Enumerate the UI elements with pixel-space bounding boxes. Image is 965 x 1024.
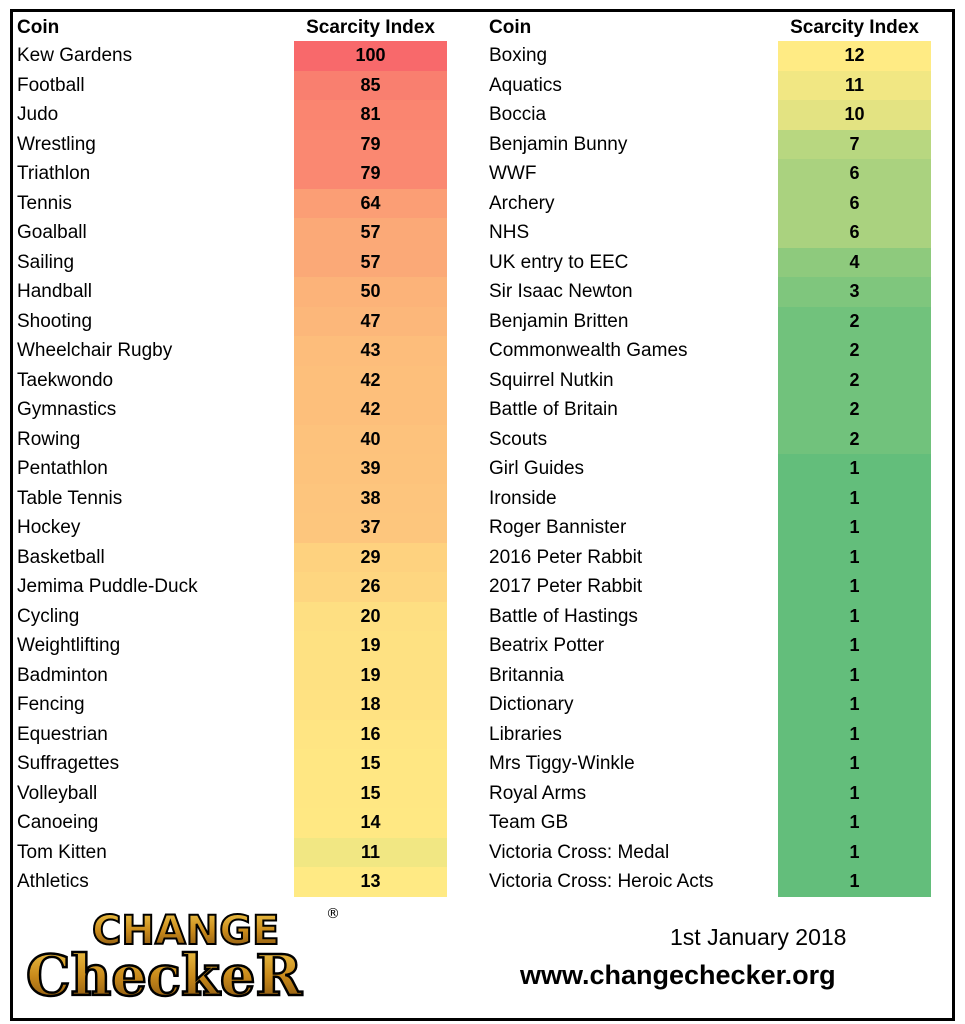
coin-name: Scouts bbox=[489, 428, 548, 450]
scarcity-value: 26 bbox=[294, 572, 447, 602]
left-table-row bbox=[17, 720, 477, 750]
coin-name: Victoria Cross: Heroic Acts bbox=[489, 871, 714, 892]
scarcity-value: 2 bbox=[778, 307, 931, 337]
scarcity-value: 14 bbox=[294, 808, 447, 838]
right-table-row bbox=[489, 336, 949, 366]
coin-name: Basketball bbox=[17, 546, 105, 568]
right-table-row bbox=[489, 248, 949, 278]
left-table-row bbox=[17, 484, 477, 514]
coin-name: Aquatics bbox=[489, 74, 562, 96]
right-table-row bbox=[489, 543, 949, 573]
left-table-row bbox=[17, 749, 477, 779]
coin-name: Archery bbox=[489, 192, 555, 214]
scarcity-value: 2 bbox=[778, 366, 931, 396]
right-table-row bbox=[489, 71, 949, 101]
scarcity-value: 57 bbox=[294, 248, 447, 278]
right-table-row bbox=[489, 395, 949, 425]
scarcity-value: 85 bbox=[294, 71, 447, 101]
coin-name: Dictionary bbox=[489, 694, 574, 715]
left-table-row bbox=[17, 100, 477, 130]
right-table-row bbox=[489, 779, 949, 809]
coin-name: Volleyball bbox=[17, 782, 98, 804]
scarcity-value: 1 bbox=[778, 484, 931, 514]
logo-text-change: CHANGE bbox=[92, 908, 280, 954]
coin-name: NHS bbox=[489, 222, 530, 243]
coin-name: Cycling bbox=[17, 605, 80, 627]
coin-name: Jemima Puddle-Duck bbox=[17, 576, 198, 597]
scarcity-value: 39 bbox=[294, 454, 447, 484]
right-rows bbox=[489, 41, 949, 897]
scarcity-value: 37 bbox=[294, 513, 447, 543]
scarcity-value: 19 bbox=[294, 661, 447, 691]
right-table-row bbox=[489, 690, 949, 720]
left-table-row bbox=[17, 690, 477, 720]
scarcity-value: 11 bbox=[294, 838, 447, 868]
coin-name: Canoeing bbox=[17, 812, 99, 833]
scarcity-value: 12 bbox=[778, 41, 931, 71]
left-rows bbox=[17, 41, 477, 897]
left-table-row bbox=[17, 838, 477, 868]
scarcity-value: 79 bbox=[294, 130, 447, 160]
left-table-row bbox=[17, 218, 477, 248]
scarcity-value: 40 bbox=[294, 425, 447, 455]
coin-name: Equestrian bbox=[17, 723, 108, 745]
coin-name: Victoria Cross: Medal bbox=[489, 841, 670, 863]
right-header bbox=[489, 12, 949, 41]
right-table-row bbox=[489, 366, 949, 396]
scarcity-value: 1 bbox=[778, 867, 931, 897]
scarcity-value: 10 bbox=[778, 100, 931, 130]
left-coin-header: Coin bbox=[17, 17, 60, 38]
coin-name: Commonwealth Games bbox=[489, 340, 688, 361]
coin-name: Badminton bbox=[17, 664, 108, 686]
coin-name: Judo bbox=[17, 104, 59, 125]
coin-name: Squirrel Nutkin bbox=[489, 369, 614, 391]
coin-name: Royal Arms bbox=[489, 782, 587, 804]
coin-name: Sailing bbox=[17, 251, 75, 273]
right-table-row bbox=[489, 454, 949, 484]
left-table-row bbox=[17, 71, 477, 101]
coin-name: Britannia bbox=[489, 664, 564, 686]
coin-name: Girl Guides bbox=[489, 458, 585, 479]
scarcity-value: 100 bbox=[294, 41, 447, 71]
scarcity-value: 7 bbox=[778, 130, 931, 160]
left-table-row bbox=[17, 336, 477, 366]
right-table-row bbox=[489, 572, 949, 602]
scarcity-value: 16 bbox=[294, 720, 447, 750]
coin-name: Battle of Britain bbox=[489, 399, 618, 420]
coin-name: WWF bbox=[489, 163, 537, 184]
logo-svg bbox=[22, 900, 352, 1000]
right-table-row bbox=[489, 513, 949, 543]
scarcity-value: 38 bbox=[294, 484, 447, 514]
right-table-row bbox=[489, 130, 949, 160]
coin-name: Ironside bbox=[489, 487, 557, 509]
left-table-row bbox=[17, 602, 477, 632]
logo-text-checker: CheckeR bbox=[26, 943, 302, 1000]
scarcity-value: 79 bbox=[294, 159, 447, 189]
scarcity-value: 20 bbox=[294, 602, 447, 632]
right-table-row bbox=[489, 100, 949, 130]
coin-name: Hockey bbox=[17, 517, 81, 538]
right-table-row bbox=[489, 720, 949, 750]
registered-mark: ® bbox=[326, 906, 340, 922]
left-table-row bbox=[17, 130, 477, 160]
scarcity-value: 11 bbox=[778, 71, 931, 101]
scarcity-value: 6 bbox=[778, 218, 931, 248]
right-table-row bbox=[489, 838, 949, 868]
left-column bbox=[17, 12, 477, 897]
scarcity-value: 15 bbox=[294, 779, 447, 809]
scarcity-value: 29 bbox=[294, 543, 447, 573]
coin-name: Benjamin Bunny bbox=[489, 133, 628, 155]
right-table-row bbox=[489, 631, 949, 661]
left-table-row bbox=[17, 366, 477, 396]
coin-name: Triathlon bbox=[17, 163, 91, 184]
scarcity-value: 19 bbox=[294, 631, 447, 661]
right-table-row bbox=[489, 159, 949, 189]
scarcity-value: 2 bbox=[778, 336, 931, 366]
left-table-row bbox=[17, 454, 477, 484]
right-table-row bbox=[489, 307, 949, 337]
coin-name: Roger Bannister bbox=[489, 517, 627, 538]
left-table-row bbox=[17, 307, 477, 337]
coin-name: Shooting bbox=[17, 310, 93, 332]
scarcity-value: 47 bbox=[294, 307, 447, 337]
right-column bbox=[489, 12, 949, 897]
coin-name: Tom Kitten bbox=[17, 841, 107, 863]
right-table-row bbox=[489, 277, 949, 307]
coin-name: Pentathlon bbox=[17, 458, 108, 479]
scarcity-value: 4 bbox=[778, 248, 931, 278]
right-scarcity-header: Scarcity Index bbox=[790, 17, 919, 38]
coin-name: Goalball bbox=[17, 222, 87, 243]
left-table-row bbox=[17, 867, 477, 897]
scarcity-value: 1 bbox=[778, 749, 931, 779]
scarcity-value: 1 bbox=[778, 543, 931, 573]
right-table-row bbox=[489, 484, 949, 514]
right-coin-header: Coin bbox=[489, 17, 532, 38]
scarcity-value: 3 bbox=[778, 277, 931, 307]
scarcity-value: 6 bbox=[778, 159, 931, 189]
coin-name: Team GB bbox=[489, 812, 569, 833]
scarcity-value: 15 bbox=[294, 749, 447, 779]
coin-name: Wrestling bbox=[17, 133, 96, 155]
coin-name: Suffragettes bbox=[17, 753, 120, 774]
footer-date: 1st January 2018 bbox=[670, 924, 847, 950]
change-checker-logo bbox=[22, 900, 352, 1000]
coin-name: Mrs Tiggy-Winkle bbox=[489, 753, 635, 774]
scarcity-value: 1 bbox=[778, 602, 931, 632]
coin-name: Handball bbox=[17, 281, 92, 302]
scarcity-value: 43 bbox=[294, 336, 447, 366]
left-table-row bbox=[17, 661, 477, 691]
coin-name: Boccia bbox=[489, 104, 547, 125]
coin-name: Gymnastics bbox=[17, 399, 117, 420]
right-table-row bbox=[489, 867, 949, 897]
scarcity-value: 18 bbox=[294, 690, 447, 720]
right-table-row bbox=[489, 218, 949, 248]
scarcity-value: 1 bbox=[778, 513, 931, 543]
coin-name: Battle of Hastings bbox=[489, 605, 638, 627]
scarcity-value: 42 bbox=[294, 395, 447, 425]
left-table-row bbox=[17, 41, 477, 71]
left-table-row bbox=[17, 572, 477, 602]
scarcity-value: 6 bbox=[778, 189, 931, 219]
coin-name: Taekwondo bbox=[17, 369, 114, 391]
coin-name: Football bbox=[17, 74, 85, 96]
scarcity-value: 1 bbox=[778, 454, 931, 484]
scarcity-value: 13 bbox=[294, 867, 447, 897]
scarcity-value: 64 bbox=[294, 189, 447, 219]
right-table-row bbox=[489, 749, 949, 779]
right-table-row bbox=[489, 189, 949, 219]
scarcity-value: 1 bbox=[778, 808, 931, 838]
scarcity-table-frame bbox=[10, 9, 955, 1021]
coin-name: 2016 Peter Rabbit bbox=[489, 546, 643, 568]
scarcity-value: 1 bbox=[778, 779, 931, 809]
scarcity-value: 2 bbox=[778, 395, 931, 425]
scarcity-value: 57 bbox=[294, 218, 447, 248]
coin-name: Benjamin Britten bbox=[489, 310, 629, 332]
coin-name: Weightlifting bbox=[17, 635, 121, 656]
scarcity-value: 1 bbox=[778, 631, 931, 661]
coin-name: Table Tennis bbox=[17, 487, 123, 509]
coin-name: Kew Gardens bbox=[17, 45, 133, 66]
scarcity-value: 1 bbox=[778, 661, 931, 691]
coin-name: UK entry to EEC bbox=[489, 251, 629, 273]
coin-name: Tennis bbox=[17, 192, 72, 214]
coin-name: Beatrix Potter bbox=[489, 635, 605, 656]
coin-name: Boxing bbox=[489, 45, 548, 66]
coin-name: Fencing bbox=[17, 694, 85, 715]
left-table-row bbox=[17, 248, 477, 278]
right-table-row bbox=[489, 808, 949, 838]
scarcity-value: 42 bbox=[294, 366, 447, 396]
scarcity-value: 1 bbox=[778, 690, 931, 720]
scarcity-value: 81 bbox=[294, 100, 447, 130]
left-table-row bbox=[17, 425, 477, 455]
left-scarcity-header: Scarcity Index bbox=[306, 17, 435, 38]
coin-name: Athletics bbox=[17, 871, 89, 892]
left-table-row bbox=[17, 277, 477, 307]
scarcity-value: 1 bbox=[778, 838, 931, 868]
scarcity-value: 2 bbox=[778, 425, 931, 455]
coin-name: Sir Isaac Newton bbox=[489, 281, 633, 302]
left-table-row bbox=[17, 779, 477, 809]
left-table-row bbox=[17, 513, 477, 543]
coin-name: Wheelchair Rugby bbox=[17, 340, 173, 361]
scarcity-value: 1 bbox=[778, 572, 931, 602]
coin-name: 2017 Peter Rabbit bbox=[489, 576, 643, 597]
left-table-row bbox=[17, 189, 477, 219]
right-table-row bbox=[489, 661, 949, 691]
left-table-row bbox=[17, 159, 477, 189]
right-table-row bbox=[489, 41, 949, 71]
left-table-row bbox=[17, 808, 477, 838]
scarcity-value: 1 bbox=[778, 720, 931, 750]
footer-url[interactable]: www.changechecker.org bbox=[520, 960, 836, 990]
scarcity-value: 50 bbox=[294, 277, 447, 307]
right-table-row bbox=[489, 602, 949, 632]
right-table-row bbox=[489, 425, 949, 455]
left-table-row bbox=[17, 395, 477, 425]
left-table-row bbox=[17, 543, 477, 573]
coin-name: Rowing bbox=[17, 428, 81, 450]
left-header bbox=[17, 12, 477, 41]
coin-name: Libraries bbox=[489, 723, 562, 745]
left-table-row bbox=[17, 631, 477, 661]
